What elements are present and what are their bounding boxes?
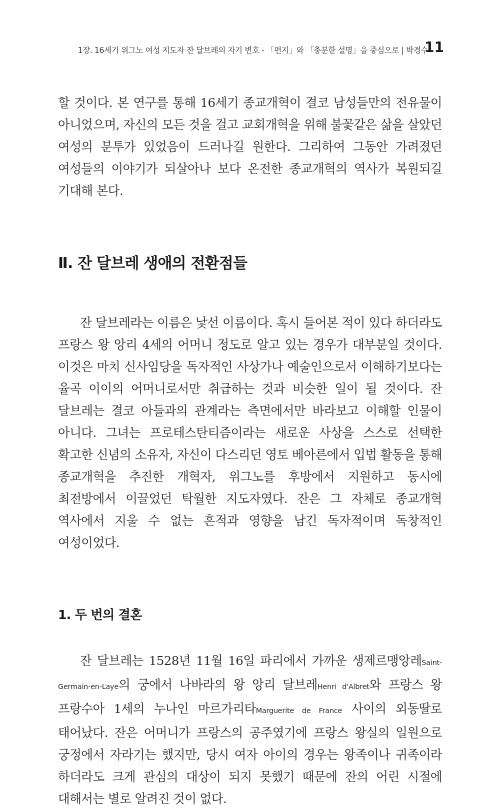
subsection-heading: 1. 두 번의 결혼: [58, 607, 142, 622]
section-paragraph: 잔 달브레라는 이름은 낯선 이름이다. 혹시 들어본 적이 있다 하더라도 프랑스 왕 앙리 4세의 어머니 정도로 알고 있는 경우가 대부분일 것이다. 이것은 마치 신사임당을 독자적인 사상가나 예술인으로서 이해하기보다는 율곡 이이의 어머니로서만 취급하는 것과 비슷한 일이 될 것이다. 잔 달브레는 결코 아들과의 관계라는 측면에서만 바라보고 이해할 인물이 아니다. 그녀는 프로테스탄티즘이라는 새로운 사상을 스스로 선택한 확고한 신념의 소유자, 자신이 다스리던 영토 베아른에서 입법 활동을 통해 종교개혁을 추진한 개혁자, 위그노를 후방에서 지원하고 동시에 최전방에서 이끌었던 탁월한 지도자였다. 잔은 그 자체로 종교개혁 역사에서 지울 수 없는 흔적과 영향을 남긴 독자적이며 독창적인 여성이었다.: [58, 316, 442, 550]
text-run: 의 궁에서 나바라의 왕 앙리 달브레: [118, 678, 318, 692]
text-run: 잔 달브레는 1528년 11월 16일 파리에서 가까운 생제르맹앙레: [80, 654, 422, 668]
intro-paragraph: 할 것이다. 본 연구를 통해 16세기 종교개혁이 결코 남성들만의 전유물이 아니었으며, 자신의 모든 것을 걸고 교회개혁을 위해 불꽃같은 삶을 살았던 여성의 분투가 있었음이 드러나길 원한다. 그리하여 그동안 가려졌던 여성들의 이야기가 되살아나 보다 온전한 종교개혁의 역사가 복원되길 기대해 본다.: [58, 96, 442, 198]
latin-gloss: Saint-Germain-en-Laye: [58, 658, 442, 691]
section-heading: Ⅱ. 잔 달브레 생애의 전환점들: [58, 254, 248, 272]
page-header: [0, 40, 500, 60]
running-head: 1장. 16세기 위그노 여성 지도자 잔 달브레의 자기 변호 - 「편지」와 「충분한 설명」을 중심으로 | 박경수: [77, 46, 428, 55]
page-number: 11: [424, 40, 444, 56]
page-body: [58, 92, 442, 810]
text-run: 와 프랑스 왕 프랑수아 1세의 누나인 마르가리타: [58, 678, 442, 716]
text-run: 사이의 외동딸로 태어났다. 잔은 어머니가 프랑스의 공주였기에 프랑스 왕실의 일원으로 궁정에서 자라기는 했지만, 당시 여자 아이의 경우는 왕족이나 귀족이라 하더라도 크게 관심의 대상이 되지 못했기 때문에 잔의 어린 시절에 대해서는 별로 알려진 것이 없다.: [58, 702, 442, 806]
latin-gloss: Marguerite de France: [255, 706, 343, 715]
subsection-paragraph: [58, 650, 442, 810]
latin-gloss: Henri d'Albret: [317, 682, 370, 691]
